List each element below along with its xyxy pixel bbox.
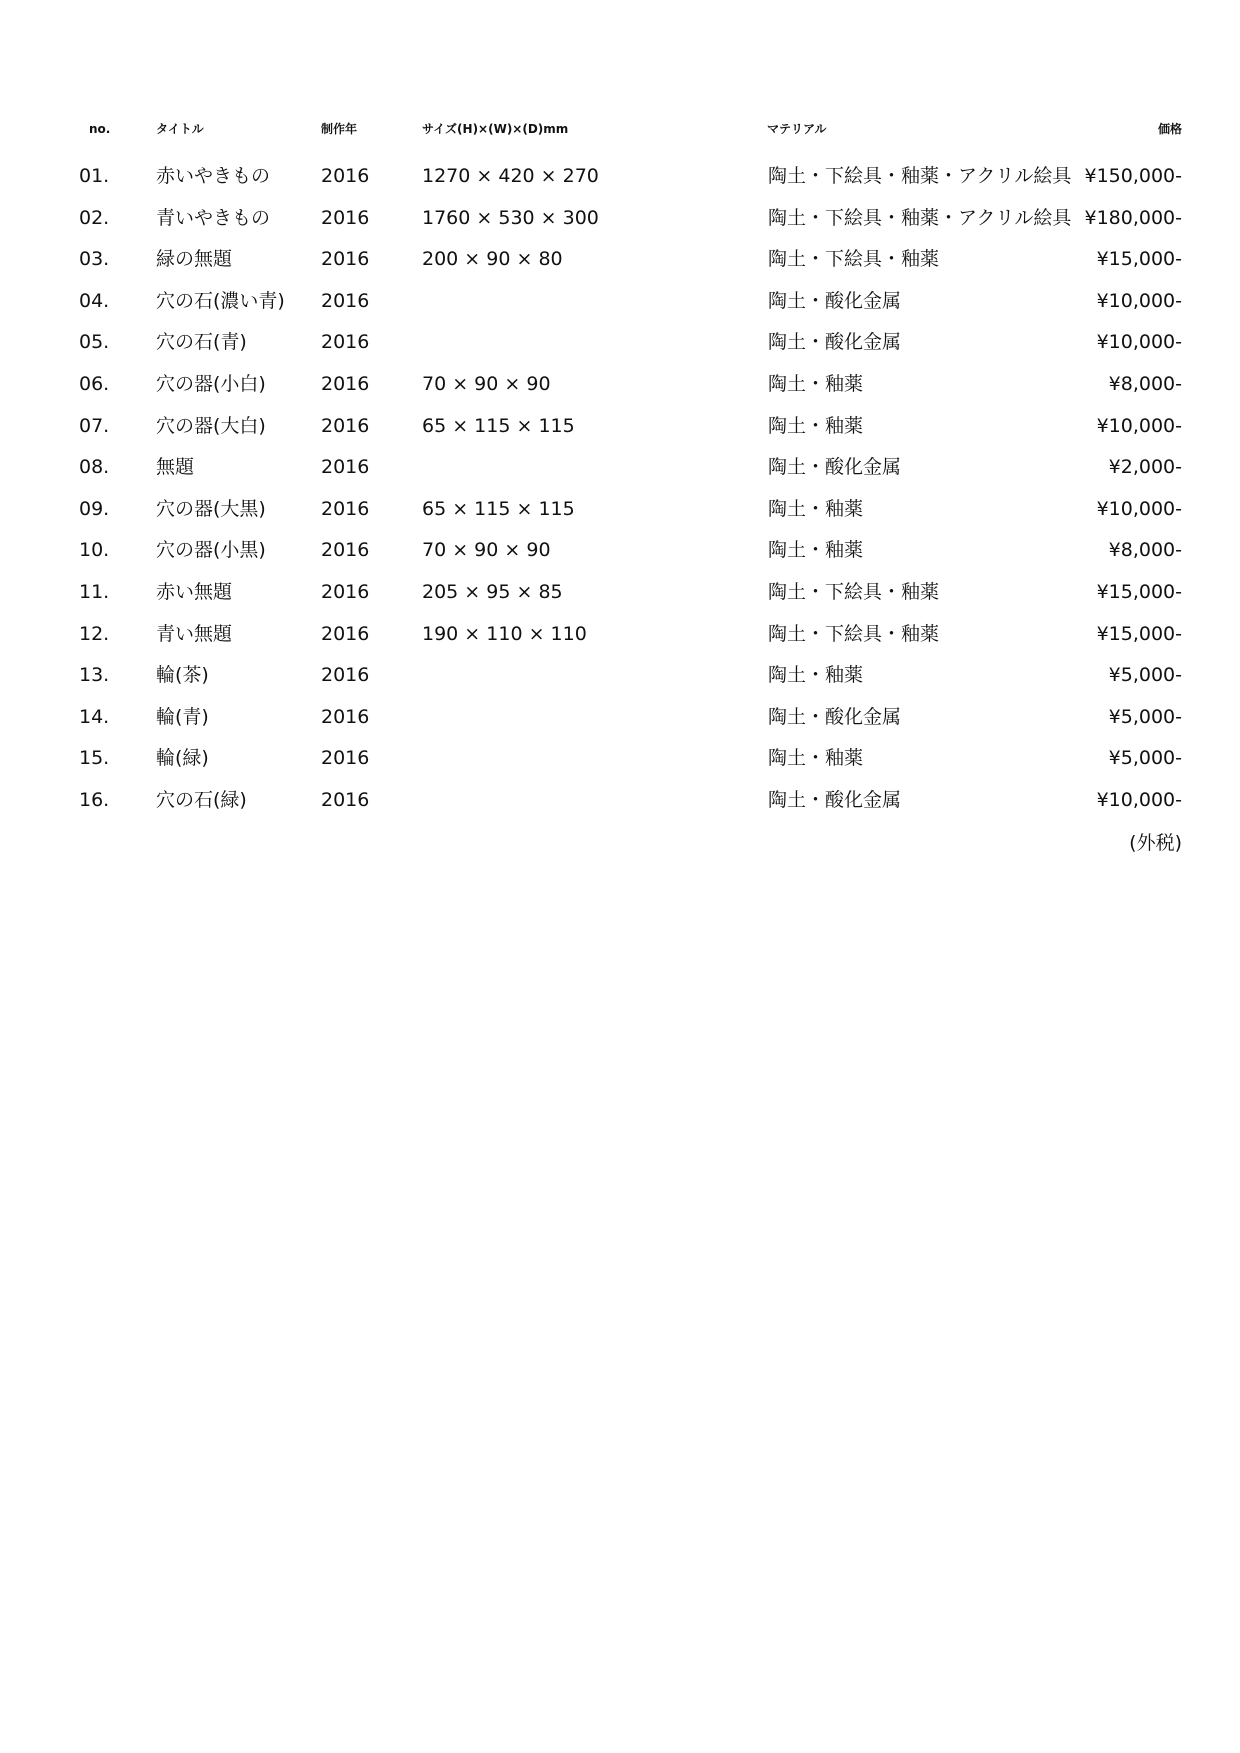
cell-size: 190 × 110 × 110: [422, 623, 587, 645]
cell-no: 12.: [79, 623, 110, 645]
cell-no: 15.: [79, 747, 110, 769]
cell-title: 輪(茶): [156, 664, 209, 686]
cell-material: 陶土・酸化金属: [768, 331, 902, 353]
table-row: [0, 203, 1240, 233]
table-row: [0, 452, 1240, 482]
cell-no: 06.: [79, 373, 110, 395]
cell-year: 2016: [321, 207, 370, 229]
cell-material: 陶土・釉薬: [768, 539, 864, 561]
cell-year: 2016: [321, 456, 370, 478]
cell-material: 陶土・下絵具・釉薬: [768, 248, 940, 270]
tax-note: (外税): [1129, 832, 1182, 854]
cell-price: ¥180,000-: [1084, 207, 1182, 229]
cell-material: 陶土・酸化金属: [768, 456, 902, 478]
cell-title: 穴の石(青): [156, 331, 247, 353]
table-row: [0, 660, 1240, 690]
cell-title: 無題: [156, 456, 195, 478]
cell-material: 陶土・釉薬: [768, 373, 864, 395]
cell-title: 輪(緑): [156, 747, 209, 769]
cell-price: ¥5,000-: [1108, 747, 1182, 769]
table-row: [0, 702, 1240, 732]
cell-size: 65 × 115 × 115: [422, 498, 575, 520]
cell-size: 65 × 115 × 115: [422, 415, 575, 437]
table-row: [0, 785, 1240, 815]
cell-material: 陶土・酸化金属: [768, 789, 902, 811]
cell-title: 穴の器(小白): [156, 373, 266, 395]
cell-year: 2016: [321, 581, 370, 603]
cell-material: 陶土・酸化金属: [768, 706, 902, 728]
cell-year: 2016: [321, 539, 370, 561]
cell-price: ¥2,000-: [1108, 456, 1182, 478]
cell-size: 1760 × 530 × 300: [422, 207, 599, 229]
cell-year: 2016: [321, 331, 370, 353]
cell-no: 05.: [79, 331, 110, 353]
cell-title: 青い無題: [156, 623, 233, 645]
cell-title: 穴の器(小黒): [156, 539, 266, 561]
cell-year: 2016: [321, 498, 370, 520]
cell-size: 205 × 95 × 85: [422, 581, 563, 603]
cell-title: 輪(青): [156, 706, 209, 728]
header-year: 制作年: [321, 122, 358, 136]
cell-material: 陶土・下絵具・釉薬・アクリル絵具: [768, 165, 1072, 187]
cell-price: ¥15,000-: [1096, 581, 1182, 603]
cell-material: 陶土・釉薬: [768, 747, 864, 769]
cell-year: 2016: [321, 623, 370, 645]
cell-no: 03.: [79, 248, 110, 270]
cell-title: 穴の器(大白): [156, 415, 266, 437]
cell-price: ¥8,000-: [1108, 539, 1182, 561]
cell-title: 青いやきもの: [156, 207, 271, 229]
cell-size: 1270 × 420 × 270: [422, 165, 599, 187]
table-row: [0, 369, 1240, 399]
table-row: [0, 244, 1240, 274]
header-no: no.: [89, 122, 111, 136]
cell-year: 2016: [321, 290, 370, 312]
table-row: [0, 577, 1240, 607]
table-row: [0, 161, 1240, 191]
cell-material: 陶土・下絵具・釉薬・アクリル絵具: [768, 207, 1072, 229]
cell-no: 10.: [79, 539, 110, 561]
cell-year: 2016: [321, 248, 370, 270]
cell-price: ¥15,000-: [1096, 623, 1182, 645]
cell-price: ¥10,000-: [1096, 498, 1182, 520]
cell-year: 2016: [321, 664, 370, 686]
cell-price: ¥5,000-: [1108, 706, 1182, 728]
table-row: [0, 286, 1240, 316]
cell-no: 09.: [79, 498, 110, 520]
cell-title: 穴の器(大黒): [156, 498, 266, 520]
cell-material: 陶土・釉薬: [768, 415, 864, 437]
header-price: 価格: [1157, 122, 1182, 136]
cell-no: 11.: [79, 581, 110, 603]
header-material: マテリアル: [767, 122, 827, 136]
cell-price: ¥10,000-: [1096, 415, 1182, 437]
table-row: [0, 327, 1240, 357]
cell-title: 赤い無題: [156, 581, 233, 603]
cell-no: 04.: [79, 290, 110, 312]
cell-size: 70 × 90 × 90: [422, 539, 551, 561]
cell-price: ¥10,000-: [1096, 331, 1182, 353]
cell-size: 200 × 90 × 80: [422, 248, 563, 270]
cell-title: 穴の石(濃い青): [156, 290, 285, 312]
cell-material: 陶土・酸化金属: [768, 290, 902, 312]
table-row: [0, 619, 1240, 649]
cell-year: 2016: [321, 373, 370, 395]
cell-material: 陶土・釉薬: [768, 498, 864, 520]
table-header: [0, 114, 1240, 144]
cell-price: ¥5,000-: [1108, 664, 1182, 686]
cell-price: ¥10,000-: [1096, 789, 1182, 811]
table-row: [0, 743, 1240, 773]
cell-no: 02.: [79, 207, 110, 229]
cell-title: 穴の石(緑): [156, 789, 247, 811]
table-row: [0, 535, 1240, 565]
cell-no: 01.: [79, 165, 110, 187]
cell-no: 08.: [79, 456, 110, 478]
cell-year: 2016: [321, 747, 370, 769]
table-row: [0, 494, 1240, 524]
cell-title: 緑の無題: [156, 248, 233, 270]
cell-no: 14.: [79, 706, 110, 728]
cell-price: ¥10,000-: [1096, 290, 1182, 312]
cell-no: 13.: [79, 664, 110, 686]
cell-price: ¥15,000-: [1096, 248, 1182, 270]
cell-no: 16.: [79, 789, 110, 811]
cell-year: 2016: [321, 415, 370, 437]
cell-size: 70 × 90 × 90: [422, 373, 551, 395]
cell-material: 陶土・釉薬: [768, 664, 864, 686]
cell-material: 陶土・下絵具・釉薬: [768, 623, 940, 645]
cell-year: 2016: [321, 789, 370, 811]
cell-year: 2016: [321, 706, 370, 728]
cell-material: 陶土・下絵具・釉薬: [768, 581, 940, 603]
table-row: [0, 411, 1240, 441]
header-size: サイズ(H)×(W)×(D)mm: [422, 122, 569, 136]
header-title: タイトル: [156, 122, 204, 136]
cell-no: 07.: [79, 415, 110, 437]
cell-price: ¥8,000-: [1108, 373, 1182, 395]
cell-title: 赤いやきもの: [156, 165, 271, 187]
cell-year: 2016: [321, 165, 370, 187]
cell-price: ¥150,000-: [1084, 165, 1182, 187]
